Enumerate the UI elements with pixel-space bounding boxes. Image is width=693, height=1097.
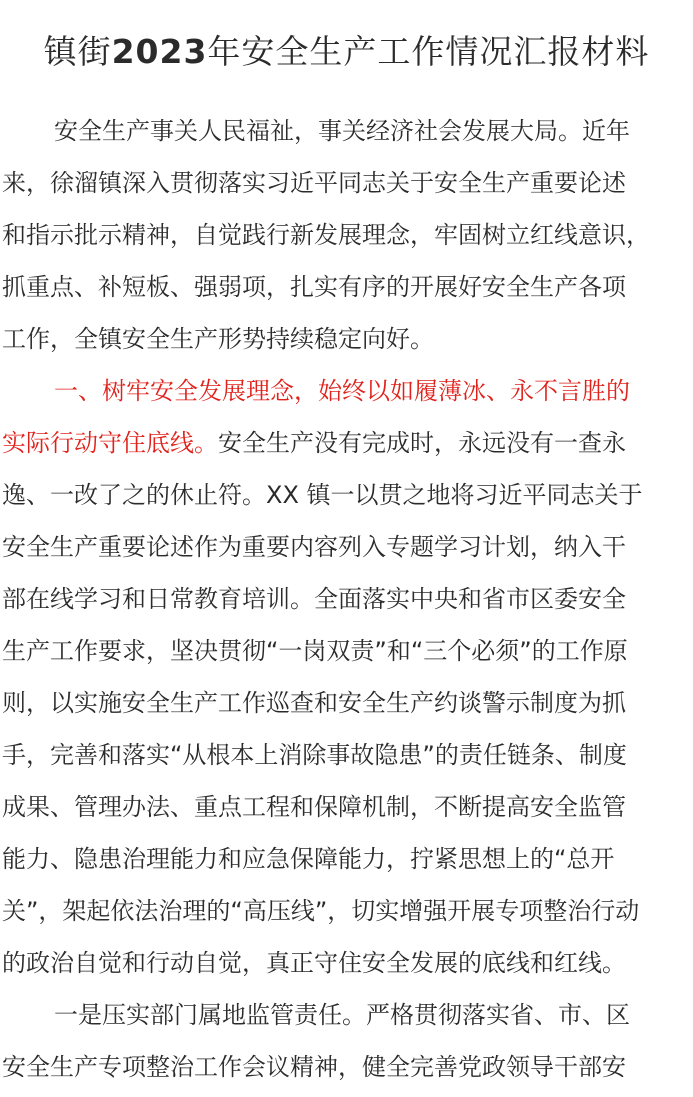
paragraph-line: 部在线学习和日常教育培训。全面落实中央和省市区委安全: [2, 585, 626, 613]
title-prefix: 镇街: [43, 32, 112, 71]
paragraph-line: 抓重点、补短板、强弱项，扎实有序的开展好安全生产各项: [2, 273, 626, 301]
paragraph-line-rest: 安全生产没有完成时，永远没有一查永: [218, 429, 626, 457]
paragraph-line: 成果、管理办法、重点工程和保障机制，不断提高安全监管: [2, 793, 626, 821]
paragraph-line: 安全生产事关人民福祉，事关经济社会发展大局。近年: [54, 117, 630, 145]
section-heading-line: 一、树牢安全发展理念，始终以如履薄冰、永不言胜的: [54, 377, 630, 405]
paragraph-line: 安全生产重要论述作为重要内容列入专题学习计划，纳入干: [2, 533, 626, 561]
paragraph-line: 一是压实部门属地监管责任。严格贯彻落实省、市、区: [54, 1001, 630, 1029]
section-heading-end: 实际行动守住底线。: [2, 429, 218, 457]
paragraph-line: 工作，全镇安全生产形势持续稳定向好。: [2, 325, 434, 353]
paragraph-line: 则，以实施安全生产工作巡查和安全生产约谈警示制度为抓: [2, 689, 626, 717]
title-year: 2023: [111, 32, 208, 71]
paragraph-line: 的政治自觉和行动自觉，真正守住安全发展的底线和红线。: [2, 949, 626, 977]
paragraph-line: 来，徐溜镇深入贯彻落实习近平同志关于安全生产重要论述: [2, 169, 626, 197]
document-title: [0, 26, 693, 78]
paragraph-line: 逸、一改了之的休止符。XX 镇一以贯之地将习近平同志关于: [2, 481, 643, 509]
paragraph-line: 能力、隐患治理能力和应急保障能力，拧紧思想上的“总开: [2, 845, 615, 873]
paragraph-line: 手，完善和落实“从根本上消除事故隐患”的责任链条、制度: [2, 741, 627, 769]
paragraph-line: 生产工作要求，坚决贯彻“一岗双责”和“三个必须”的工作原: [2, 637, 628, 665]
title-suffix: 年安全生产工作情况汇报材料: [207, 32, 650, 71]
paragraph-line: 关”，架起依法治理的“高压线”，切实增强开展专项整治行动: [2, 897, 640, 925]
paragraph-line: [2, 425, 626, 461]
paragraph-line: 和指示批示精神，自觉践行新发展理念，牢固树立红线意识，: [2, 221, 650, 249]
paragraph-line: 安全生产专项整治工作会议精神，健全完善党政领导干部安: [2, 1053, 626, 1081]
